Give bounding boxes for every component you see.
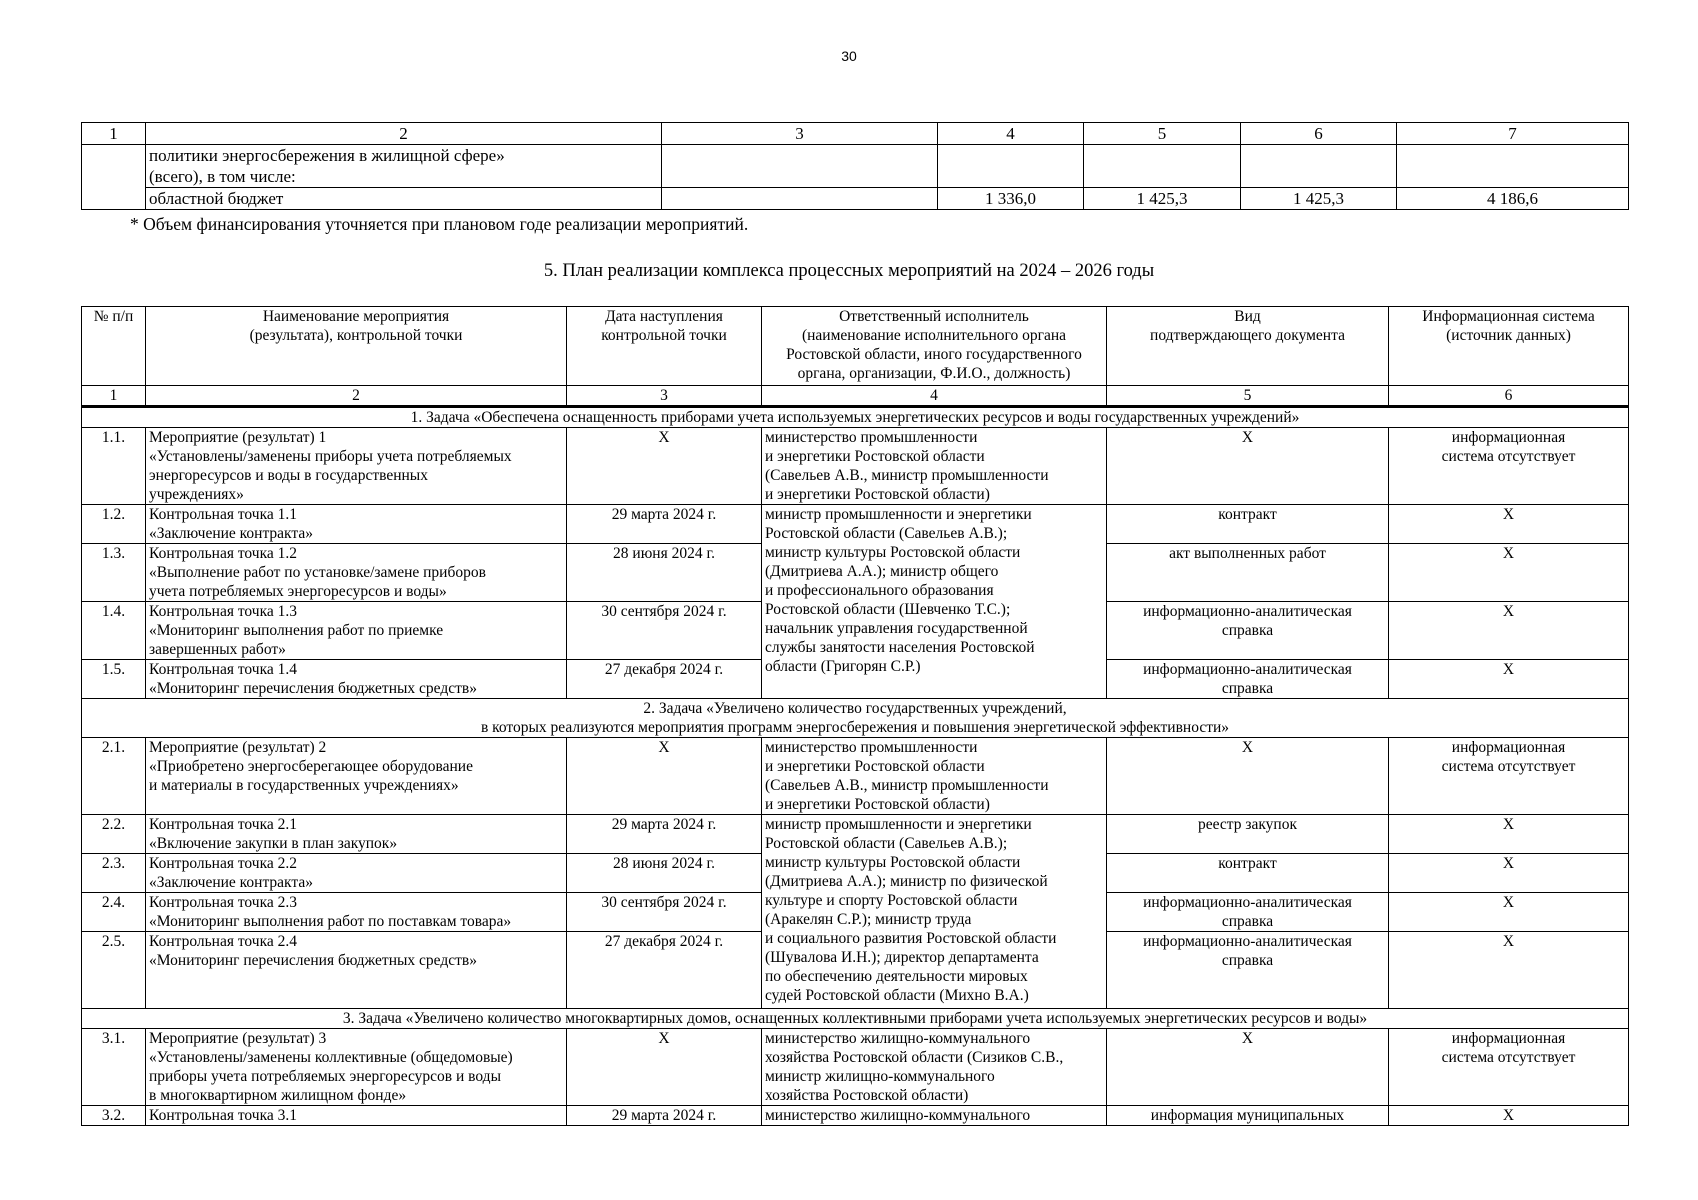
table-row: 2.4. Контрольная точка 2.3 «Мониторинг выполнения работ по поставкам товара» 30 сентября 2024 г. информационно-аналитическая справка X — [82, 893, 1629, 932]
table-row: 1.2. Контрольная точка 1.1 «Заключение контракта» 29 марта 2024 г. министр промышленности и энергетики Ростовской области (Савельев А.В.); министр культуры Ростовской области (Дмитриева А.А.); министр общего и профессионального образования Ростовской области (Шевченко Т.С.); начальник управления государственной службы занятости населения Ростовской области (Григорян С.Р.) контракт X — [82, 505, 1629, 544]
table-row: 1.5. Контрольная точка 1.4 «Мониторинг перечисления бюджетных средств» 27 декабря 2024 г. информационно-аналитическая справка X — [82, 660, 1629, 699]
plan-table — [81, 306, 1629, 1126]
task-title: 3. Задача «Увеличено количество многоквартирных домов, оснащенных коллективными приборами учета используемых энергетических ресурсов и воды» — [82, 1009, 1629, 1029]
col-num: 7 — [1397, 123, 1629, 145]
budget-table — [81, 122, 1629, 210]
table-row: 1.1. Мероприятие (результат) 1 «Установлены/заменены приборы учета потребляемых энергоресурсов и воды в государственных учреждениях» X министерство промышленности и энергетики Ростовской области (Савельев А.В., министр промышленности и энергетики Ростовской области) X информационная система отсутствует — [82, 428, 1629, 505]
budget-table-header — [82, 123, 1629, 145]
value-cell: 1 425,3 — [1084, 188, 1241, 210]
col-num: 1 — [82, 123, 146, 145]
header-date: Дата наступления контрольной точки — [567, 307, 762, 386]
col-num: 6 — [1241, 123, 1397, 145]
col-num: 5 — [1084, 123, 1241, 145]
col-num: 4 — [938, 123, 1084, 145]
table-row: 1.3. Контрольная точка 1.2 «Выполнение работ по установке/замене приборов учета потребляемых энергоресурсов и воды» 28 июня 2024 г. акт выполненных работ X — [82, 544, 1629, 602]
table-row: 2.2. Контрольная точка 2.1 «Включение закупки в план закупок» 29 марта 2024 г. министр промышленности и энергетики Ростовской области (Савельев А.В.); министр культуры Ростовской области (Дмитриева А.А.); министр по физической культуре и спорту Ростовской области (Аракелян С.Р.); министр труда и социального развития Ростовской области (Шувалова И.Н.); директор департамента по обеспечению деятельности мировых судей Ростовской области (Михно В.А.) реестр закупок X — [82, 815, 1629, 854]
task-row — [82, 699, 1629, 738]
task-title: 1. Задача «Обеспечена оснащенность приборами учета используемых энергетических ресурсов и воды государственных учреждений» — [82, 407, 1629, 428]
column-numbers-row: 1 2 3 4 5 6 — [82, 386, 1629, 407]
task-row — [82, 407, 1629, 428]
executor-cell: министр промышленности и энергетики Ростовской области (Савельев А.В.); министр культуры Ростовской области (Дмитриева А.А.); министр по физической культуре и спорту Ростовской области (Аракелян С.Р.); министр труда и социального развития Ростовской области (Шувалова И.Н.); директор департамента по обеспечению деятельности мировых судей Ростовской области (Михно В.А.) — [762, 815, 1107, 1009]
col-num: 3 — [662, 123, 938, 145]
plan-table-header — [82, 307, 1629, 386]
task-row — [82, 1009, 1629, 1029]
value-cell: 1 336,0 — [938, 188, 1084, 210]
table-row — [82, 145, 1629, 188]
row-name: областной бюджет — [146, 188, 662, 210]
header-num: № п/п — [82, 307, 146, 386]
table-row: 3.1. Мероприятие (результат) 3 «Установлены/заменены коллективные (общедомовые) приборы учета потребляемых энергоресурсов и воды в многоквартирном жилищном фонде» X министерство жилищно-коммунального хозяйства Ростовской области (Сизиков С.В., министр жилищно-коммунального хозяйства Ростовской области) X информационная система отсутствует — [82, 1029, 1629, 1106]
table-row: 2.1. Мероприятие (результат) 2 «Приобретено энергосберегающее оборудование и материалы в государственных учреждениях» X министерство промышленности и энергетики Ростовской области (Савельев А.В., министр промышленности и энергетики Ростовской области) X информационная система отсутствует — [82, 738, 1629, 815]
table-row — [82, 188, 1629, 210]
col-num: 2 — [146, 123, 662, 145]
executor-cell: министр промышленности и энергетики Ростовской области (Савельев А.В.); министр культуры Ростовской области (Дмитриева А.А.); министр общего и профессионального образования Ростовской области (Шевченко Т.С.); начальник управления государственной службы занятости населения Ростовской области (Григорян С.Р.) — [762, 505, 1107, 699]
table-row: 2.3. Контрольная точка 2.2 «Заключение контракта» 28 июня 2024 г. контракт X — [82, 854, 1629, 893]
header-info-system: Информационная система (источник данных) — [1389, 307, 1629, 386]
row-name: политики энергосбережения в жилищной сфере» (всего), в том числе: — [146, 145, 662, 188]
value-cell: 1 425,3 — [1241, 188, 1397, 210]
header-name: Наименование мероприятия (результата), контрольной точки — [146, 307, 567, 386]
task-title: 2. Задача «Увеличено количество государственных учреждений, в которых реализуются мероприятия программ энергосбережения и повышения энергетической эффективности» — [82, 699, 1629, 738]
section-title: 5. План реализации комплекса процессных мероприятий на 2024 – 2026 годы — [543, 261, 1155, 281]
header-document: Вид подтверждающего документа — [1107, 307, 1389, 386]
page-number: 30 — [841, 48, 857, 64]
table-row: 1.4. Контрольная точка 1.3 «Мониторинг выполнения работ по приемке завершенных работ» 30 сентября 2024 г. информационно-аналитическая справка X — [82, 602, 1629, 660]
value-cell: 4 186,6 — [1397, 188, 1629, 210]
footnote: * Объем финансирования уточняется при плановом годе реализации мероприятий. — [130, 214, 749, 234]
table-row: 2.5. Контрольная точка 2.4 «Мониторинг перечисления бюджетных средств» 27 декабря 2024 г. информационно-аналитическая справка X — [82, 932, 1629, 1009]
table-row: 3.2. Контрольная точка 3.1 29 марта 2024 г. министерство жилищно-коммунального информация муниципальных X — [82, 1106, 1629, 1126]
header-executor: Ответственный исполнитель (наименование исполнительного органа Ростовской области, иного государственного органа, организации, Ф.И.О., должность) — [762, 307, 1107, 386]
